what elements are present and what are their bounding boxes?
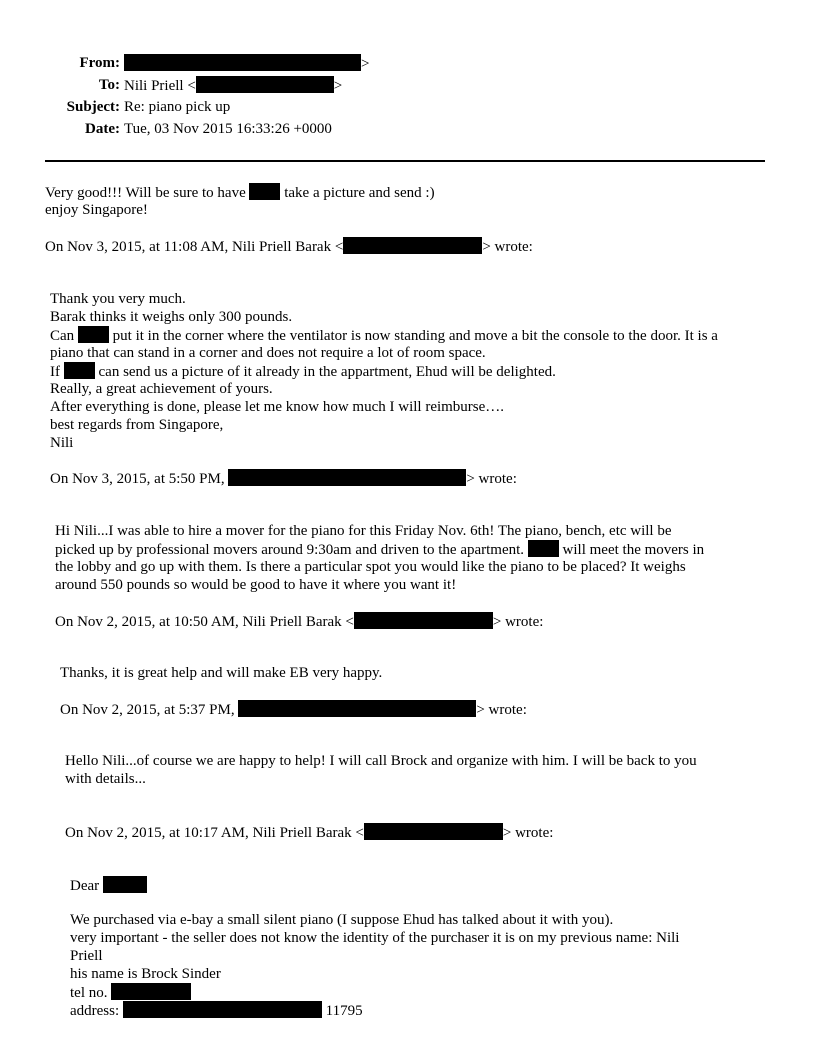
to-label: To: [98, 77, 120, 93]
quote-line-1: On Nov 3, 2015, at 11:08 AM, Nili Priell Barak < > wrote: [45, 239, 533, 255]
subject-value: Re: piano pick up [124, 99, 231, 115]
from-suffix: > [361, 56, 370, 72]
quote-line-2: On Nov 3, 2015, at 5:50 PM, > wrote: [50, 471, 517, 487]
redaction-block [354, 612, 493, 629]
redaction-block [238, 700, 476, 717]
date-label: Date: [85, 121, 120, 137]
redaction-block [196, 76, 334, 93]
redaction-block [103, 876, 147, 893]
redaction-block [249, 183, 280, 200]
message-1: Very good!!! Will be sure to have take a picture and send :) enjoy Singapore! [45, 185, 435, 218]
subject-label: Subject: [66, 99, 120, 115]
message-4: Thanks, it is great help and will make EB very happy. [60, 665, 383, 681]
date-value: Tue, 03 Nov 2015 16:33:26 +0000 [124, 121, 332, 137]
redaction-block [343, 237, 482, 254]
redaction-block [228, 469, 466, 486]
redaction-block [64, 362, 95, 379]
redaction-block [111, 983, 191, 1000]
redaction-block [123, 1001, 322, 1018]
message-2: Thank you very much. Barak thinks it weighs only 300 pounds. Can put it in the corner where the ventilator is now standing and move a bit the console to the door. It is a piano that can stand in a corner and does not require a lot of room space. If can send us a picture of it already in the appartment, Ehud will be delighted. Really, a great achievement of yours. After everything is done, please let me know how much I will reimburse…. best regards from Singapore, Nili [50, 291, 718, 451]
quote-line-5: On Nov 2, 2015, at 10:17 AM, Nili Priell Barak < > wrote: [65, 825, 554, 841]
quote-line-4: On Nov 2, 2015, at 5:37 PM, > wrote: [60, 702, 527, 718]
quote-line-3: On Nov 2, 2015, at 10:50 AM, Nili Priell Barak < > wrote: [55, 614, 544, 630]
message-5: Hello Nili...of course we are happy to help! I will call Brock and organize with him. I will be back to you with details... [65, 753, 697, 787]
redaction-block [528, 540, 559, 557]
header-divider [45, 160, 765, 162]
redaction-block [364, 823, 503, 840]
message-3: Hi Nili...I was able to hire a mover for the piano for this Friday Nov. 6th! The piano, bench, etc will be picked up by professional movers around 9:30am and driven to the apartment. will meet the movers in the lobby and go up with them. Is there a particular spot you would like the piano to be placed? It weighs around 550 pounds so would be good to have it where you want it! [55, 523, 705, 593]
to-suffix: > [333, 78, 343, 94]
message-6-greeting: Dear [70, 876, 147, 895]
message-6: We purchased via e-bay a small silent piano (I suppose Ehud has talked about it with you). very important - the seller does not know the identity of the purchaser it is on my previous name: Nili Priell his name is Brock Sinder tel no. address: 11795 [70, 912, 680, 1019]
to-name: Nili Priell < [124, 78, 196, 94]
from-label: From: [79, 55, 120, 71]
redaction-block [124, 54, 361, 71]
redaction-block [78, 326, 109, 343]
